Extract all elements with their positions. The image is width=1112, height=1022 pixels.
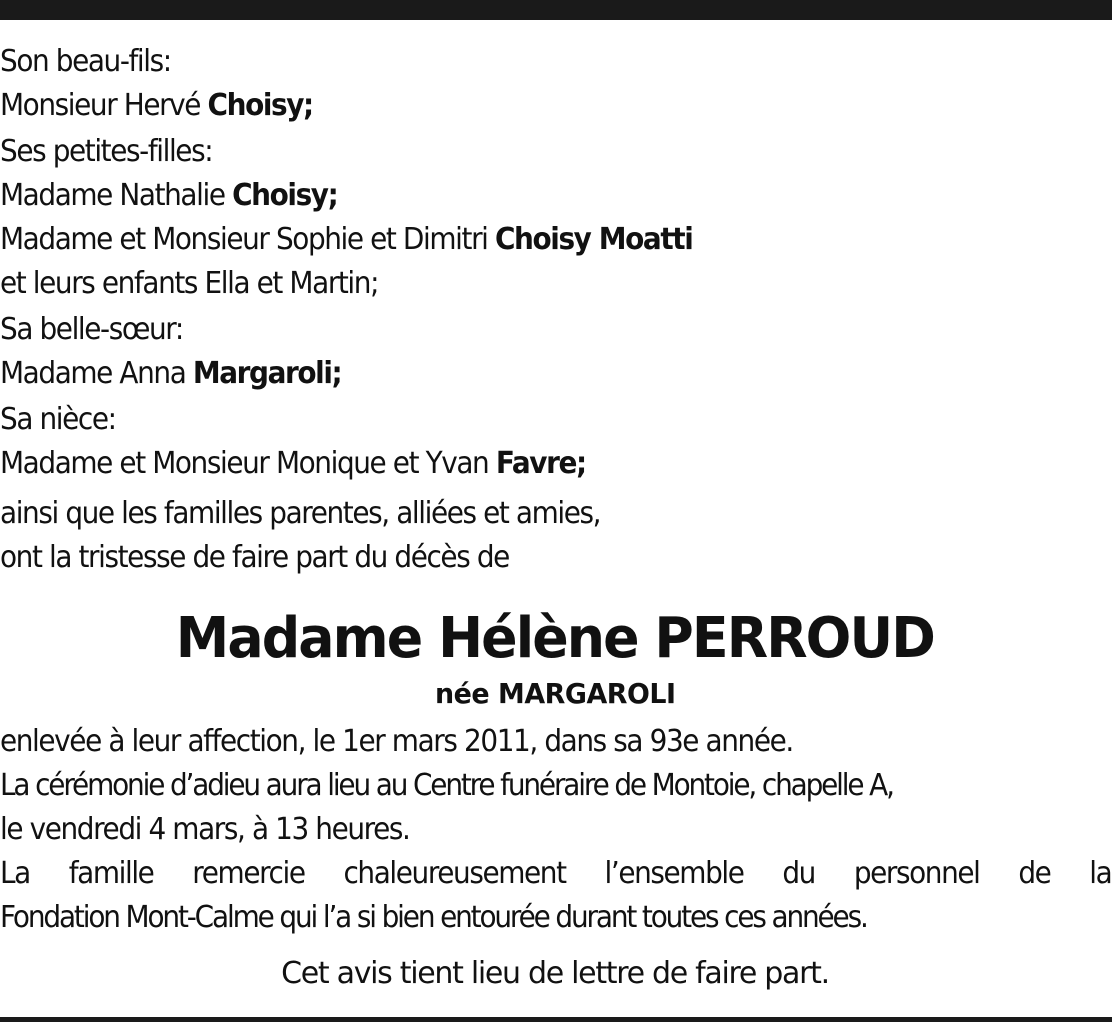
thanks-line xyxy=(0,852,1111,896)
thanks-word: remercie xyxy=(192,856,305,891)
entry-surname: Choisy; xyxy=(232,178,338,213)
thanks-word: chaleureusement xyxy=(343,856,566,891)
family-entry xyxy=(0,174,1032,218)
entry-surname: Choisy Moatti xyxy=(494,222,693,257)
maiden-name: née MARGAROLI xyxy=(434,677,676,710)
family-entry xyxy=(0,218,1032,262)
entry-surname: Margaroli; xyxy=(192,356,342,391)
family-label: Ses petites-filles: xyxy=(0,134,213,169)
family-entry-continuation: et leurs enfants Ella et Martin; xyxy=(0,266,379,301)
family-entry xyxy=(0,442,1032,486)
entry-surname: Choisy; xyxy=(207,88,313,123)
family-label: Son beau-fils: xyxy=(0,44,171,79)
family-entry xyxy=(0,352,1032,396)
bottom-rule xyxy=(0,1017,1112,1022)
details-line: enlevée à leur affection, le 1er mars 2011, dans sa 93e année. xyxy=(0,724,793,759)
entry-text: Madame et Monsieur Sophie et Dimitri xyxy=(0,222,495,257)
entry-text: Madame Nathalie xyxy=(0,178,233,213)
entry-text: Madame et Monsieur Monique et Yvan xyxy=(0,446,496,481)
entry-text: Monsieur Hervé xyxy=(0,88,208,123)
entry-text: Madame Anna xyxy=(0,356,193,391)
top-rule xyxy=(0,0,1112,20)
deceased-name: Madame Hélène PERROUD xyxy=(175,606,935,671)
thanks-word: famille xyxy=(68,856,154,891)
family-entry xyxy=(0,84,1032,128)
obituary-notice xyxy=(0,40,1110,996)
details-line: Fondation Mont-Calme qui l’a si bien entourée durant toutes ces années. xyxy=(0,900,867,935)
entry-surname: Favre; xyxy=(495,446,586,481)
footer-note: Cet avis tient lieu de lettre de faire part. xyxy=(281,956,829,991)
thanks-word: de xyxy=(1018,856,1051,891)
thanks-word: l’ensemble xyxy=(604,856,744,891)
details-line: le vendredi 4 mars, à 13 heures. xyxy=(0,812,410,847)
thanks-word: personnel xyxy=(853,856,980,891)
family-label: Sa nièce: xyxy=(0,402,116,437)
details-line: La cérémonie d’adieu aura lieu au Centre funéraire de Montoie, chapelle A, xyxy=(0,768,893,803)
deceased-block xyxy=(0,604,1110,714)
thanks-word: du xyxy=(782,856,815,891)
thanks-word: La xyxy=(0,856,30,891)
thanks-word: la xyxy=(1089,856,1112,891)
intro-line: ainsi que les familles parentes, alliées et amies, xyxy=(0,496,601,531)
intro-line: ont la tristesse de faire part du décès de xyxy=(0,540,509,575)
family-label: Sa belle-sœur: xyxy=(0,312,183,347)
